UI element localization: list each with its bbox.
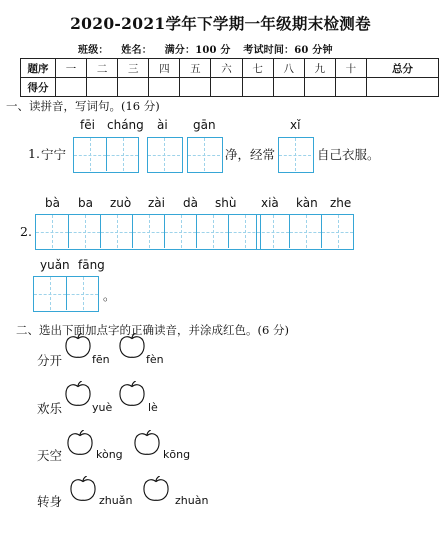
table-cell: 题序 [21, 59, 56, 78]
pinyin-label: fāng [78, 258, 105, 272]
exam-info [78, 41, 342, 56]
score-table-score-row [21, 78, 439, 97]
word-label: 分开 [37, 353, 63, 368]
writing-cell[interactable] [257, 215, 289, 248]
writing-cell[interactable] [132, 215, 164, 248]
class-label: 班级： [78, 45, 109, 56]
pinyin-label: gān [193, 118, 216, 132]
writing-cell[interactable] [106, 138, 138, 171]
apple-option-icon[interactable] [64, 333, 92, 359]
pinyin-label: zài [148, 196, 165, 210]
pinyin-label: dà [183, 196, 198, 210]
pinyin-label: yuǎn [40, 258, 70, 272]
pinyin-label: xǐ [290, 118, 301, 132]
question-number: 1. [28, 146, 40, 161]
pinyin-label: shù [215, 196, 237, 210]
apple-option-icon[interactable] [142, 476, 170, 502]
table-cell: 九 [304, 59, 335, 78]
score-cell[interactable] [56, 78, 87, 97]
writing-box-group[interactable] [147, 137, 183, 173]
pinyin-option: fèn [146, 353, 164, 366]
writing-cell[interactable] [36, 215, 68, 248]
writing-cell[interactable] [68, 215, 100, 248]
pinyin-option: fēn [92, 353, 110, 366]
pinyin-option: yuè [92, 401, 113, 414]
writing-box-group[interactable] [35, 214, 261, 250]
score-table-header-row [21, 59, 439, 78]
pinyin-label: kàn [296, 196, 318, 210]
pinyin-label: fēi [80, 118, 95, 132]
score-cell[interactable] [87, 78, 118, 97]
writing-box-group[interactable] [187, 137, 223, 173]
q1-middle-text: 净，经常 [225, 147, 276, 162]
score-cell[interactable] [242, 78, 273, 97]
score-cell[interactable] [304, 78, 335, 97]
score-cell[interactable] [118, 78, 149, 97]
table-cell: 得分 [21, 78, 56, 97]
score-cell[interactable] [273, 78, 304, 97]
table-cell: 三 [118, 59, 149, 78]
apple-option-icon[interactable] [118, 333, 146, 359]
table-cell: 总分 [367, 59, 439, 78]
writing-cell[interactable] [100, 215, 132, 248]
pinyin-option: kōng [163, 448, 191, 461]
pinyin-label: bà [45, 196, 60, 210]
writing-cell[interactable] [289, 215, 321, 248]
question-number: 2. [20, 224, 32, 239]
apple-option-icon[interactable] [66, 430, 94, 456]
writing-box-group[interactable] [278, 137, 314, 173]
writing-cell[interactable] [66, 277, 98, 310]
pinyin-option: kòng [96, 448, 123, 461]
q2-end-punctuation: 。 [103, 288, 116, 303]
writing-cell[interactable] [34, 277, 66, 310]
q1-suffix-text: 自己衣服。 [317, 147, 380, 162]
score-label: 满分：100 分 [164, 45, 231, 56]
table-cell: 六 [211, 59, 242, 78]
writing-cell[interactable] [148, 138, 180, 171]
pinyin-label: zuò [110, 196, 132, 210]
word-label: 天空 [37, 448, 63, 463]
table-cell: 七 [242, 59, 273, 78]
writing-box-group[interactable] [73, 137, 139, 173]
apple-option-icon[interactable] [64, 381, 92, 407]
apple-option-icon[interactable] [133, 430, 161, 456]
writing-box-group[interactable] [33, 276, 99, 312]
table-cell: 四 [149, 59, 180, 78]
apple-option-icon[interactable] [118, 381, 146, 407]
pinyin-label: ài [157, 118, 168, 132]
writing-cell[interactable] [188, 138, 220, 171]
writing-box-group[interactable] [256, 214, 354, 250]
page-title: 2020-2021学年下学期一年级期末检测卷 [70, 14, 371, 33]
writing-cell[interactable] [321, 215, 353, 248]
section-1-heading: 一、读拼音，写词句。(16 分) [6, 99, 160, 113]
table-cell: 一 [56, 59, 87, 78]
apple-option-icon[interactable] [69, 476, 97, 502]
name-label: 姓名： [121, 45, 152, 56]
pinyin-option: zhuàn [175, 494, 209, 507]
writing-cell[interactable] [196, 215, 228, 248]
score-cell[interactable] [367, 78, 439, 97]
writing-cell[interactable] [74, 138, 106, 171]
writing-cell[interactable] [164, 215, 196, 248]
word-label: 转身 [37, 494, 63, 509]
table-cell: 十 [335, 59, 366, 78]
pinyin-label: xià [261, 196, 279, 210]
word-label: 欢乐 [37, 401, 63, 416]
table-cell: 五 [180, 59, 211, 78]
time-label: 考试时间：60 分钟 [243, 45, 333, 56]
pinyin-label: ba [78, 196, 93, 210]
table-cell: 八 [273, 59, 304, 78]
score-table [20, 58, 439, 97]
pinyin-option: lè [148, 401, 158, 414]
score-cell[interactable] [335, 78, 366, 97]
pinyin-label: cháng [107, 118, 144, 132]
score-cell[interactable] [211, 78, 242, 97]
writing-cell[interactable] [279, 138, 311, 171]
table-cell: 二 [87, 59, 118, 78]
pinyin-label: zhe [330, 196, 352, 210]
pinyin-option: zhuǎn [99, 494, 133, 507]
score-cell[interactable] [180, 78, 211, 97]
section-2-heading: 二、选出下面加点字的正确读音，并涂成红色。(6 分) [16, 323, 289, 337]
q1-prefix-text: 宁宁 [41, 147, 67, 162]
score-cell[interactable] [149, 78, 180, 97]
